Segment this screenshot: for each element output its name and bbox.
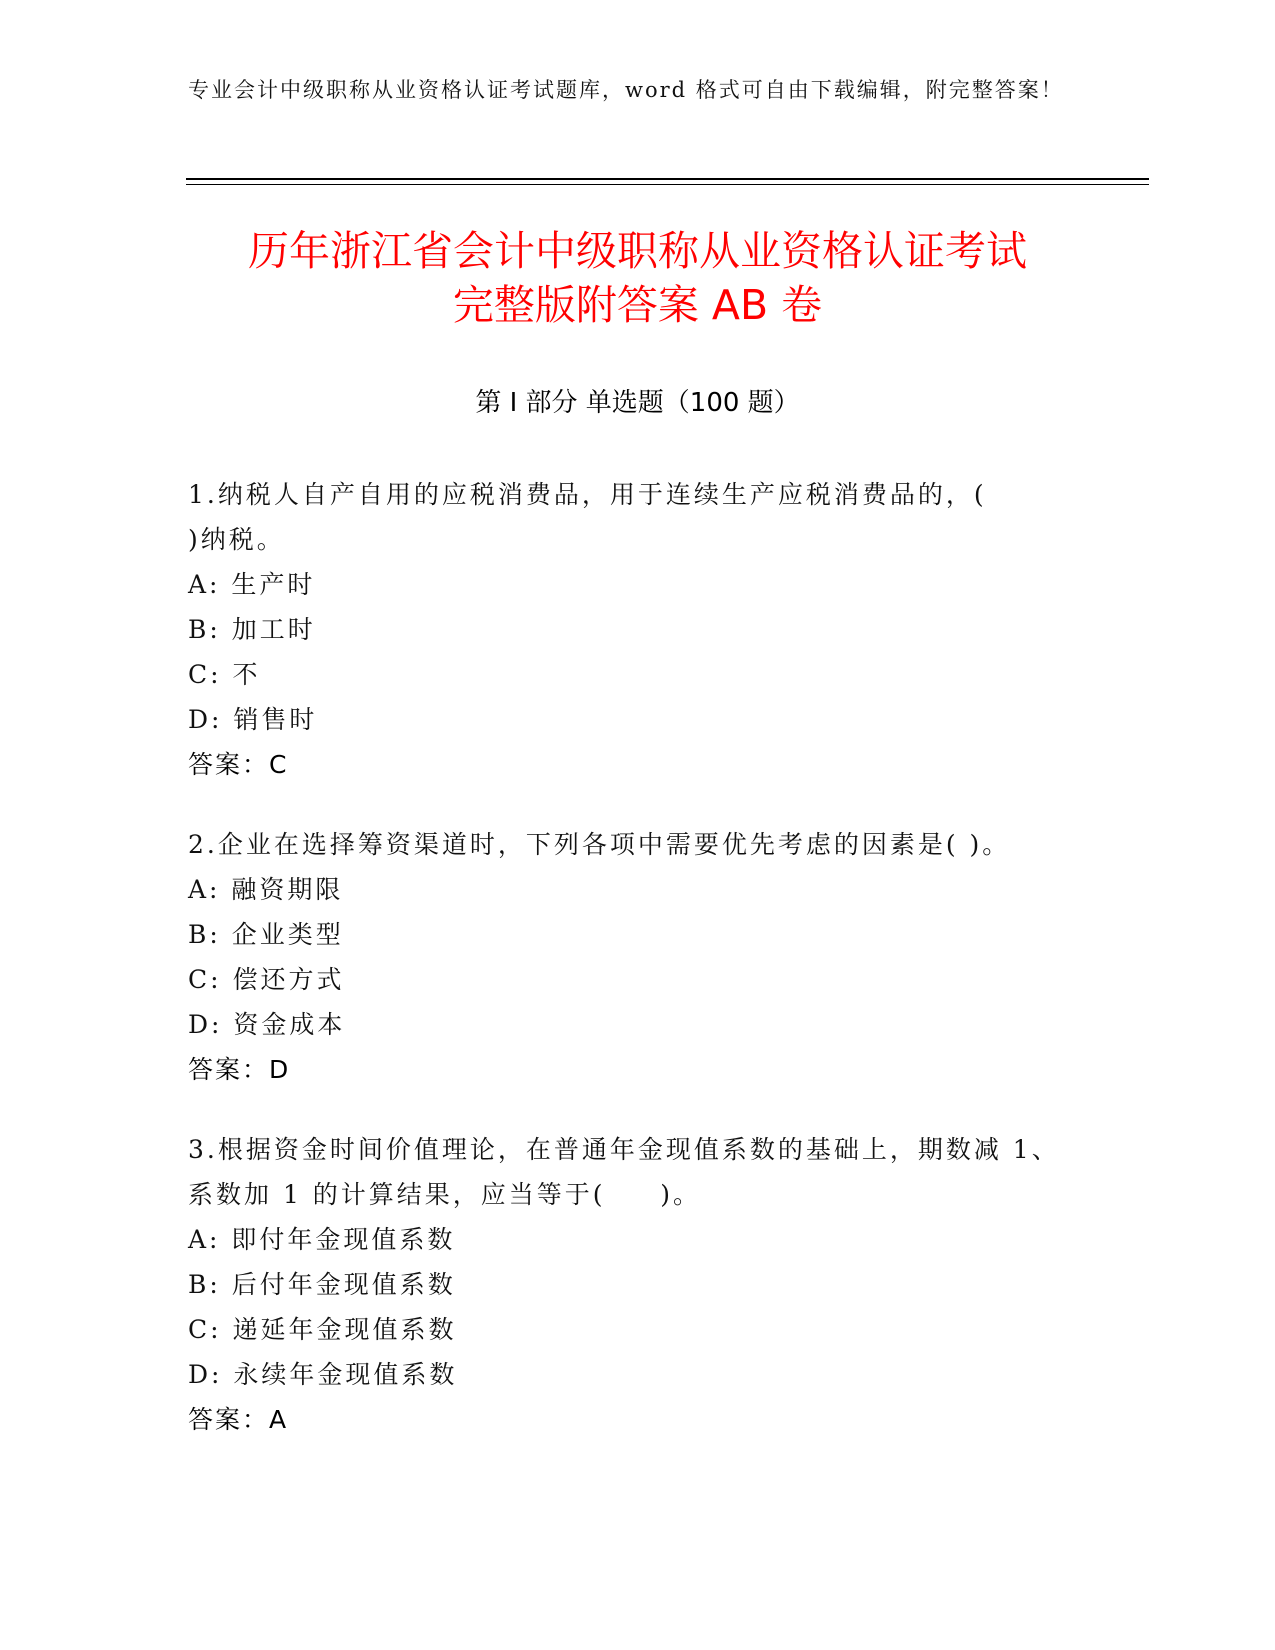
- question-list: [188, 472, 1088, 1477]
- section-heading: 第 I 部分 单选题（100 题）: [475, 388, 800, 418]
- option-d: D: 销售时: [188, 705, 318, 734]
- header-divider-thick: [186, 178, 1149, 180]
- question-text: 3.根据资金时间价值理论，在普通年金现值系数的基础上，期数减 1、: [188, 1135, 1060, 1164]
- option-b: B: 加工时: [188, 615, 316, 644]
- option-a: A: 即付年金现值系数: [188, 1225, 456, 1254]
- question-text: )纳税。: [188, 525, 285, 554]
- answer: 答案：D: [188, 1055, 291, 1084]
- answer: 答案：C: [188, 750, 289, 779]
- option-c: C: 不: [188, 660, 261, 689]
- document-title: [130, 224, 1145, 332]
- header-note: 专业会计中级职称从业资格认证考试题库，word 格式可自由下载编辑，附完整答案！: [188, 78, 1064, 102]
- question-text: 系数加 1 的计算结果，应当等于( )。: [188, 1180, 702, 1209]
- header-divider-thin: [186, 184, 1149, 185]
- question-1: [188, 472, 1088, 788]
- question-2: [188, 822, 1088, 1093]
- option-d: D: 资金成本: [188, 1010, 346, 1039]
- question-text: 1.纳税人自产自用的应税消费品，用于连续生产应税消费品的，(: [188, 480, 987, 509]
- answer: 答案：A: [188, 1405, 289, 1434]
- option-b: B: 企业类型: [188, 920, 344, 949]
- document-title-line-2: 完整版附答案 AB 卷: [452, 281, 823, 329]
- option-a: A: 融资期限: [188, 875, 344, 904]
- document-title-line-1: 历年浙江省会计中级职称从业资格认证考试: [248, 227, 1027, 275]
- option-d: D: 永续年金现值系数: [188, 1360, 458, 1389]
- option-c: C: 递延年金现值系数: [188, 1315, 457, 1344]
- option-a: A: 生产时: [188, 570, 316, 599]
- option-c: C: 偿还方式: [188, 965, 345, 994]
- option-b: B: 后付年金现值系数: [188, 1270, 456, 1299]
- question-text: 2.企业在选择筹资渠道时，下列各项中需要优先考虑的因素是( )。: [188, 830, 1011, 859]
- question-3: [188, 1127, 1088, 1443]
